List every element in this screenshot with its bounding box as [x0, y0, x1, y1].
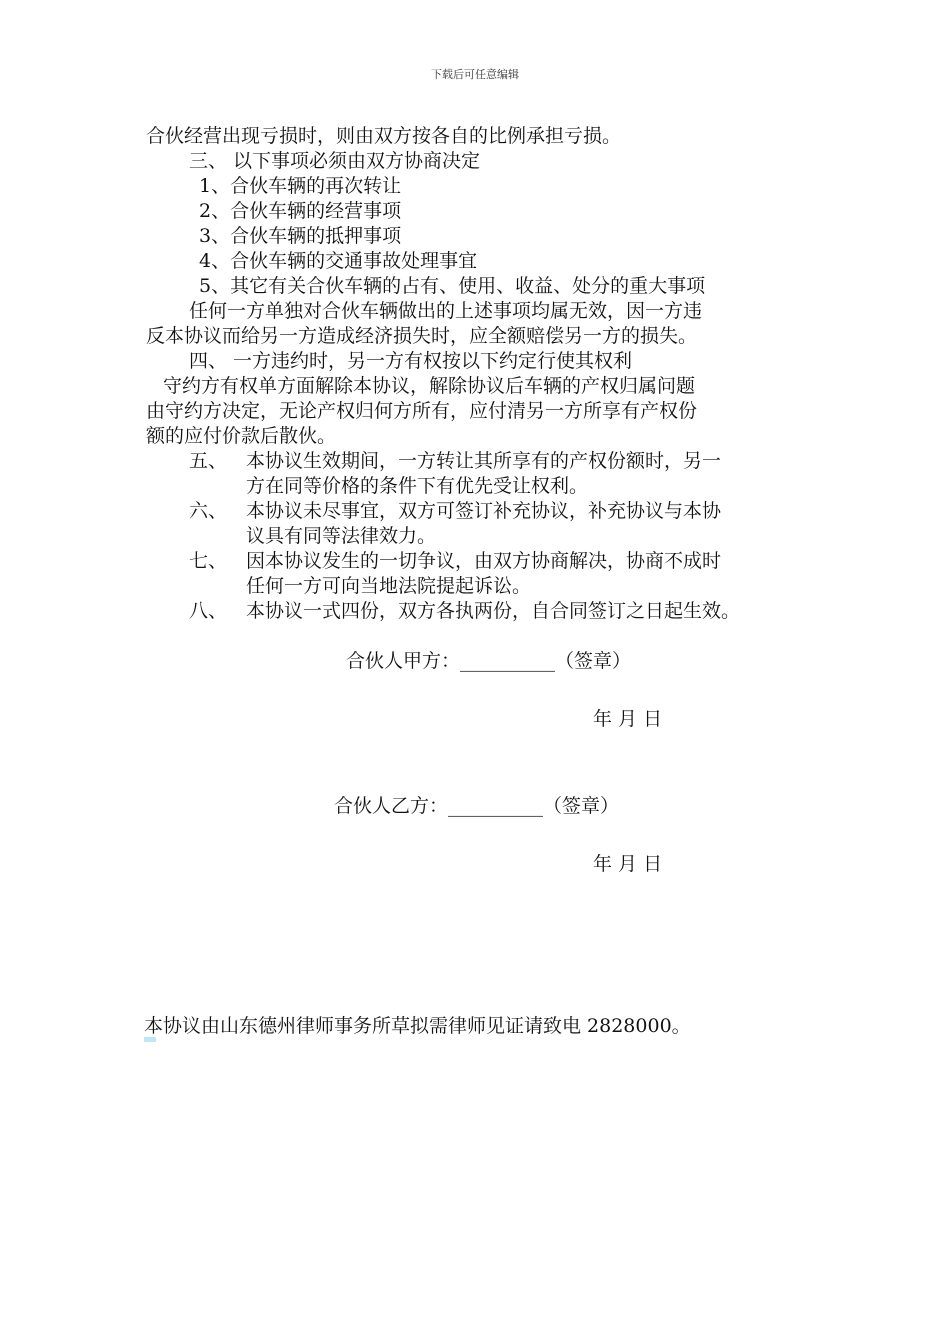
- paragraph-line: 任何一方单独对合伙车辆做出的上述事项均属无效，因一方违: [189, 300, 703, 322]
- party-b-signature-line: 合伙人乙方：__________（签章）: [334, 795, 620, 817]
- clause-text: 任何一方可向当地法院提起诉讼。: [246, 575, 532, 597]
- loss-sharing-line: 合伙经营出现亏损时，则由双方按各自的比例承担亏损。: [146, 125, 622, 147]
- list-item: 1、合伙车辆的再次转让: [199, 175, 402, 197]
- paragraph-line: 由守约方决定，无论产权归何方所有，应付清另一方所享有产权份: [146, 400, 698, 422]
- party-a-signature-line: 合伙人甲方：__________（签章）: [346, 650, 632, 672]
- list-item: 4、合伙车辆的交通事故处理事宜: [199, 250, 478, 272]
- clause-number: 八、: [189, 600, 228, 622]
- list-item: 2、合伙车辆的经营事项: [199, 200, 402, 222]
- clause-text: 方在同等价格的条件下有优先受让权利。: [246, 475, 589, 497]
- clause-text: 本协议生效期间，一方转让其所享有的产权份额时，另一: [246, 450, 722, 472]
- section-four-heading: 四、 一方违约时，另一方有权按以下约定行使其权利: [189, 350, 633, 372]
- clause-text: 本协议未尽事宜，双方可签订补充协议，补充协议与本协: [246, 500, 722, 522]
- footer-note: 本协议由山东德州律师事务所草拟需律师见证请致电 2828000。: [144, 1015, 691, 1037]
- party-b-date: 年 月 日: [593, 853, 663, 875]
- page-header: 下载后可任意编辑: [431, 68, 519, 81]
- clause-text: 因本协议发生的一切争议，由双方协商解决，协商不成时: [246, 550, 722, 572]
- list-item: 5、其它有关合伙车辆的占有、使用、收益、处分的重大事项: [199, 275, 706, 297]
- clause-number: 七、: [189, 550, 228, 572]
- list-item: 3、合伙车辆的抵押事项: [199, 225, 402, 247]
- cursor-marker: [144, 1037, 156, 1042]
- paragraph-line: 反本协议而给另一方造成经济损失时，应全额赔偿另一方的损失。: [146, 325, 698, 347]
- clause-text: 议具有同等法律效力。: [246, 525, 437, 547]
- paragraph-line: 额的应付价款后散伙。: [146, 425, 337, 447]
- clause-text: 本协议一式四份，双方各执两份，自合同签订之日起生效。: [246, 600, 741, 622]
- clause-number: 六、: [189, 500, 228, 522]
- paragraph-line: 守约方有权单方面解除本协议，解除协议后车辆的产权归属问题: [163, 375, 696, 397]
- section-three-heading: 三、 以下事项必须由双方协商决定: [189, 150, 481, 172]
- party-a-date: 年 月 日: [593, 708, 663, 730]
- clause-number: 五、: [189, 450, 228, 472]
